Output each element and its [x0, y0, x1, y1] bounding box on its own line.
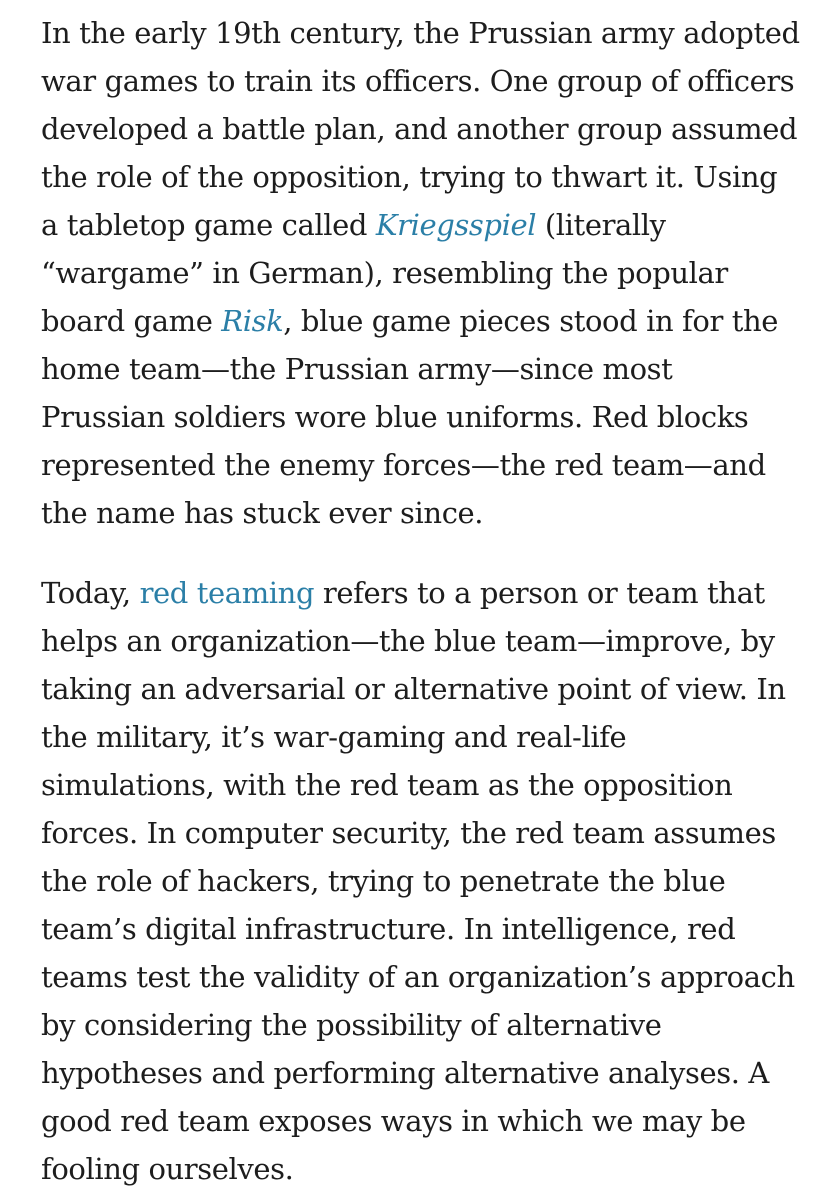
paragraph-text: refers to a person or team that helps an organization—the blue team—improve, by taking an adversarial or alternative point of view. In the military, it’s war-gaming and real-life simulations, with the red team as the opposition forces. In computer security, the red team assumes the role of hackers, trying to penetrate the blue team’s digital infrastructure. In intelligence, red teams test the validity of an organization’s approach by considering the possibility of alternative hypotheses and performing alternative analyses. A good red team exposes ways in which we may be fooling ourselves.: [41, 576, 795, 1186]
paragraph-text: , blue game pieces stood in for the home team—the Prussian army—since most Prussian soldiers wore blue uniforms. Red blocks represented the enemy forces—the red team—and the name has stuck ever since.: [41, 304, 779, 530]
paragraph-text: Today,: [41, 576, 140, 610]
paragraph-text: In the early 19th century, the Prussian army adopted war games to train its officers. One group of officers developed a battle plan, and another group assumed the role of the opposition, trying to thwart it. Using a tabletop game called: [41, 16, 800, 242]
article-body: [41, 9, 801, 1193]
paragraph-text: (literally “wargame” in German), resembling the popular board game: [41, 208, 728, 338]
risk-link[interactable]: Risk: [221, 304, 284, 338]
paragraph-red-teaming-today: [41, 569, 801, 1193]
red-teaming-link[interactable]: red teaming: [139, 576, 315, 610]
paragraph-prussian-war-games: [41, 9, 801, 537]
kriegsspiel-link[interactable]: Kriegsspiel: [375, 208, 537, 242]
